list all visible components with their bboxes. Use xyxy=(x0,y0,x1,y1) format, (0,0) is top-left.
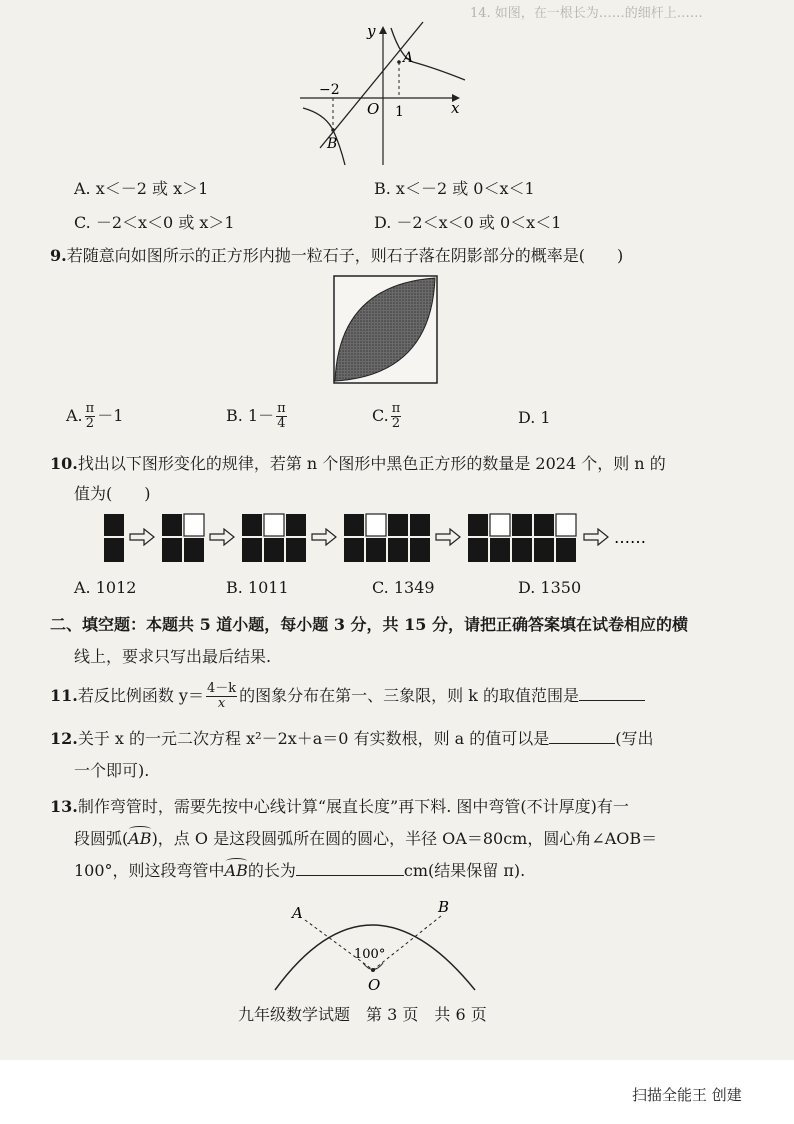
pattern-figure-1 xyxy=(104,514,124,562)
q9-stem xyxy=(50,243,623,266)
q13-stem-line1: 13.制作弯管时，需要先按中心线计算“展直长度”再下料. 图中弯管(不计厚度)有一 xyxy=(50,797,629,816)
q10-option-b: B. 1011 xyxy=(226,578,289,597)
q11-answer-blank[interactable] xyxy=(579,686,645,701)
q12-stem-line2: 一个即可). xyxy=(74,761,150,780)
q12-number: 12. xyxy=(50,729,78,748)
q10-number: 10. xyxy=(50,454,78,473)
q9-option-d: D. 1 xyxy=(518,408,551,427)
q12-stem: 12.关于 x 的一元二次方程 x²－2x＋a＝0 有实数根，则 a 的值可以是 (写出 xyxy=(50,729,654,748)
graph-point-a: A xyxy=(403,50,414,66)
q8-option-c: C. －2＜x＜0 或 x＞1 xyxy=(74,213,235,232)
q10-option-c: C. 1349 xyxy=(372,578,435,597)
arc-label-o: O xyxy=(368,976,381,994)
graph-origin-label: O xyxy=(367,100,380,118)
pattern-figure-3 xyxy=(242,514,306,562)
arc-ab-symbol-2: AB xyxy=(224,861,248,880)
arc-label-b: B xyxy=(438,898,450,916)
page-footer: 九年级数学试题 第 3 页 共 6 页 xyxy=(238,1005,487,1024)
q9-option-a: A. $\frac{\pi}{2}$ －1 xyxy=(66,401,124,431)
q13-stem-line2: 段圆弧(AB)，点 O 是这段圆弧所在圆的圆心，半径 OA＝80cm，圆心角∠AOB＝ xyxy=(74,829,658,848)
q12-answer-blank[interactable] xyxy=(549,729,615,744)
pattern-arrow-4 xyxy=(436,529,460,545)
q11-stem: 11.若反比例函数 y＝ $\frac{4-k}{x}$ 的图象分布在第一、三象限，则 k 的取值范围是 xyxy=(50,682,645,711)
pattern-figure-5 xyxy=(468,514,576,562)
q13-stem-line3: 100°，则这段弯管中AB的长为 cm(结果保留 π). xyxy=(74,861,526,880)
arc-ab-symbol: AB xyxy=(128,829,152,848)
q10-stem-line1: 10.找出以下图形变化的规律，若第 n 个图形中黑色正方形的数量是 2024 个，则 n 的 xyxy=(50,454,666,473)
q9-text: 若随意向如图所示的正方形内抛一粒石子，则石子落在阴影部分的概率是( ) xyxy=(66,246,624,265)
top-header-partial: 14. 如图，在一根长为……的细杆上…… xyxy=(470,6,703,21)
q10-option-a: A. 1012 xyxy=(74,578,137,597)
pattern-arrow-1 xyxy=(130,529,154,545)
q9-option-b: B. 1－ $\frac{\pi}{4}$ xyxy=(226,401,286,431)
graph-point-b: B xyxy=(327,136,338,152)
pattern-figure-2 xyxy=(162,514,204,562)
pattern-arrow-3 xyxy=(312,529,336,545)
graph-x-label: x xyxy=(451,99,460,117)
q9-number: 9. xyxy=(50,246,67,265)
q13-arc-figure xyxy=(270,890,490,998)
pattern-arrow-2 xyxy=(210,529,234,545)
arc-label-a: A xyxy=(292,904,303,922)
q8-function-graph xyxy=(295,20,470,170)
section2-heading-line2: 线上，要求只写出最后结果. xyxy=(74,647,272,666)
q9-square-figure xyxy=(333,275,439,385)
graph-tick-1: 1 xyxy=(395,104,404,120)
pattern-arrow-5 xyxy=(584,529,608,545)
q10-option-d: D. 1350 xyxy=(518,578,582,597)
q10-stem-line2: 值为( ) xyxy=(74,484,151,503)
scanner-watermark: 扫描全能王 创建 xyxy=(632,1086,742,1104)
q8-option-b: B. x＜－2 或 0＜x＜1 xyxy=(374,179,535,198)
q9-option-c: C. $\frac{\pi}{2}$ xyxy=(372,401,401,431)
q8-option-a: A. x＜－2 或 x＞1 xyxy=(74,179,209,198)
q13-answer-blank[interactable] xyxy=(296,861,404,876)
graph-y-label: y xyxy=(367,22,376,40)
pattern-figure-4 xyxy=(344,514,430,562)
arc-angle-label: 100° xyxy=(354,947,386,962)
section2-heading-line1: 二、填空题：本题共 5 道小题，每小题 3 分，共 15 分，请把正确答案填在试卷相应的横 xyxy=(50,615,688,634)
graph-tick-neg2: −2 xyxy=(319,82,340,98)
q13-number: 13. xyxy=(50,797,78,816)
pattern-ellipsis: …… xyxy=(614,528,646,547)
q8-option-d: D. －2＜x＜0 或 0＜x＜1 xyxy=(374,213,562,232)
q11-number: 11. xyxy=(50,686,78,705)
q10-pattern-figure xyxy=(100,510,680,566)
